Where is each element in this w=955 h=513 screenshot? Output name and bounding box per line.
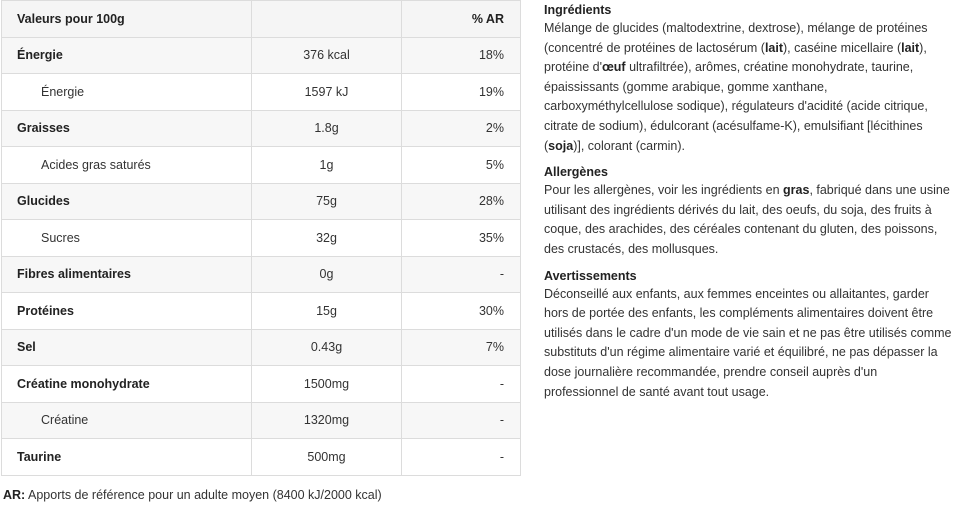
allergen-highlight: lait [901,40,920,55]
nutrient-name: Fibres alimentaires [2,256,252,293]
table-row [2,37,521,74]
allergen-highlight: gras [783,183,810,198]
nutrient-value: 1597 kJ [252,74,402,111]
nutrient-value: 500mg [252,439,402,476]
nutrient-value: 1500mg [252,366,402,403]
nutrient-ar: - [402,366,521,403]
table-row [2,220,521,257]
warnings-text: Déconseillé aux enfants, aux femmes enceintes ou allaitantes, garder hors de portée des enfants, les compléments alimentaires doivent être utilisés dans le cadre d'un mode de vie sain et ne pas être utilisés comme substituts d'un régime alimentaire varié et équilibré, ne pas dépasser la dose journalière recommandée, prendre conseil auprès d'un professionnel de santé avant tout usage. [544,286,952,399]
nutrient-name: Graisses [2,110,252,147]
nutrient-name: Protéines [2,293,252,330]
ingredients-text [544,19,952,156]
nutrient-ar: 30% [402,293,521,330]
nutrient-name: Créatine monohydrate [2,366,252,403]
nutrient-name: Énergie [2,37,252,74]
nutrient-ar: 2% [402,110,521,147]
header-nutrient: Valeurs pour 100g [2,1,252,38]
nutrient-value: 1.8g [252,110,402,147]
nutrient-value: 1320mg [252,402,402,439]
allergen-highlight: soja [548,138,574,153]
footnote [3,488,382,502]
nutrient-value: 1g [252,147,402,184]
nutrient-value: 75g [252,183,402,220]
warnings-title: Avertissements [544,268,637,283]
product-info [544,1,952,409]
header-value [252,1,402,38]
table-row [2,366,521,403]
table-header-row [2,1,521,38]
header-ar: % AR [402,1,521,38]
text-segment: Pour les allergènes, voir les ingrédients en [544,183,784,198]
nutrient-value: 0g [252,256,402,293]
text-segment: ), protéine d' [544,40,927,75]
table-row [2,74,521,111]
allergens-text [544,181,952,259]
table-row [2,256,521,293]
nutrient-ar: 35% [402,220,521,257]
nutrient-ar: - [402,439,521,476]
table-row [2,293,521,330]
footnote-label: AR: [3,488,26,502]
table-row [2,329,521,366]
allergen-highlight: œuf [601,60,626,75]
nutrient-ar: - [402,402,521,439]
text-segment: Mélange de glucides (maltodextrine, dextrose), mélange de protéines (concentré de protéines de lactosérum ( [544,21,928,55]
nutrient-ar: 5% [402,147,521,184]
ingredients-title: Ingrédients [544,3,612,17]
text-segment: , fabriqué dans une usine utilisant des ingrédients dérivés du lait, des oeufs, du soja, des fruits à coque, des arachides, des céréales contenant du gluten, des poissons, des crustacés, des mollusques. [544,183,950,256]
table-row [2,183,521,220]
nutrient-ar: 28% [402,183,521,220]
nutrient-ar: 7% [402,329,521,366]
footnote-text: Apports de référence pour un adulte moyen (8400 kJ/2000 kcal) [25,488,382,502]
nutrient-name: Créatine [2,402,252,439]
allergen-highlight: lait [764,40,784,55]
table-row [2,402,521,439]
nutrient-name: Sucres [2,220,252,257]
nutrient-name: Glucides [2,183,252,220]
nutrient-value: 32g [252,220,402,257]
table-row [2,110,521,147]
nutrient-value: 376 kcal [252,37,402,74]
nutrition-table [1,0,521,476]
nutrient-name: Taurine [2,439,252,476]
table-body [2,37,521,475]
nutrient-ar: 18% [402,37,521,74]
allergens-title: Allergènes [544,165,608,180]
table-row [2,439,521,476]
nutrient-name: Acides gras saturés [2,147,252,184]
text-segment: )], colorant (carmin). [573,138,686,153]
nutrient-ar: - [402,256,521,293]
nutrient-ar: 19% [402,74,521,111]
nutrient-value: 0.43g [252,329,402,366]
text-segment: ultrafiltrée), arômes, créatine monohydrate, taurine, épaississants (gomme arabique, gomme xanthane, carboxyméthylcellulose sodique), régulateurs d'acidité (acide citrique, citrate de sodium), édulcorant (acésulfame-K), emulsifiant [lécithines ( [544,60,928,153]
nutrient-name: Énergie [2,74,252,111]
text-segment: ), caséine micellaire ( [783,40,902,55]
nutrient-value: 15g [252,293,402,330]
table-row [2,147,521,184]
nutrient-name: Sel [2,329,252,366]
